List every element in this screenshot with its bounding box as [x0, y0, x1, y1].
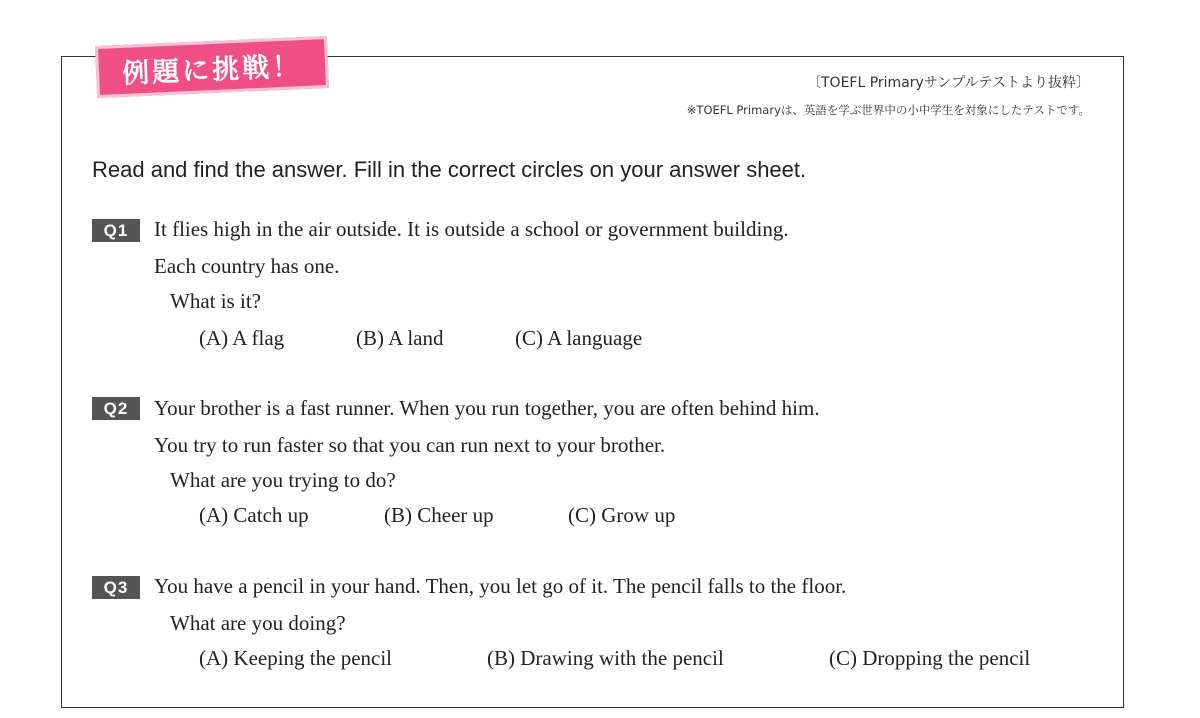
q3-option-b[interactable]: (B) Drawing with the pencil	[487, 646, 724, 670]
source-note: ※TOEFL Primaryは、英語を学ぶ世界中の小中学生を対象にしたテストです。	[686, 103, 1090, 117]
q1-prompt: What is it?	[170, 289, 261, 313]
q3-option-a[interactable]: (A) Keeping the pencil	[199, 646, 393, 670]
q2-option-b[interactable]: (B) Cheer up	[384, 503, 494, 527]
q1-option-c[interactable]: (C) A language	[515, 326, 643, 350]
q1-option-a[interactable]: (A) A flag	[199, 326, 285, 350]
source-citation: 〔TOEFL Primaryサンプルテストより抜粋〕	[807, 75, 1090, 91]
q2-option-a[interactable]: (A) Catch up	[199, 503, 309, 527]
q3-option-c[interactable]: (C) Dropping the pencil	[829, 646, 1031, 670]
q2-option-c[interactable]: (C) Grow up	[568, 503, 676, 527]
q1-line-1: It flies high in the air outside. It is outside a school or government building.	[154, 217, 789, 241]
q1-label: Q1	[92, 219, 140, 242]
q2-label: Q2	[92, 397, 140, 420]
q2-line-1: Your brother is a fast runner. When you run together, you are often behind him.	[154, 396, 820, 420]
q2-line-2: You try to run faster so that you can run next to your brother.	[154, 433, 666, 457]
banner-title: 例題に挑戦！	[121, 50, 303, 90]
q3-prompt: What are you doing?	[170, 611, 346, 635]
q1-option-b[interactable]: (B) A land	[356, 326, 444, 350]
q3-line-1: You have a pencil in your hand. Then, you let go of it. The pencil falls to the floor.	[154, 574, 847, 598]
q1-line-2: Each country has one.	[154, 254, 340, 278]
instruction-text: Read and find the answer. Fill in the correct circles on your answer sheet.	[92, 157, 807, 182]
q3-label: Q3	[92, 576, 140, 599]
challenge-banner	[95, 36, 329, 98]
q2-prompt: What are you trying to do?	[170, 468, 396, 492]
